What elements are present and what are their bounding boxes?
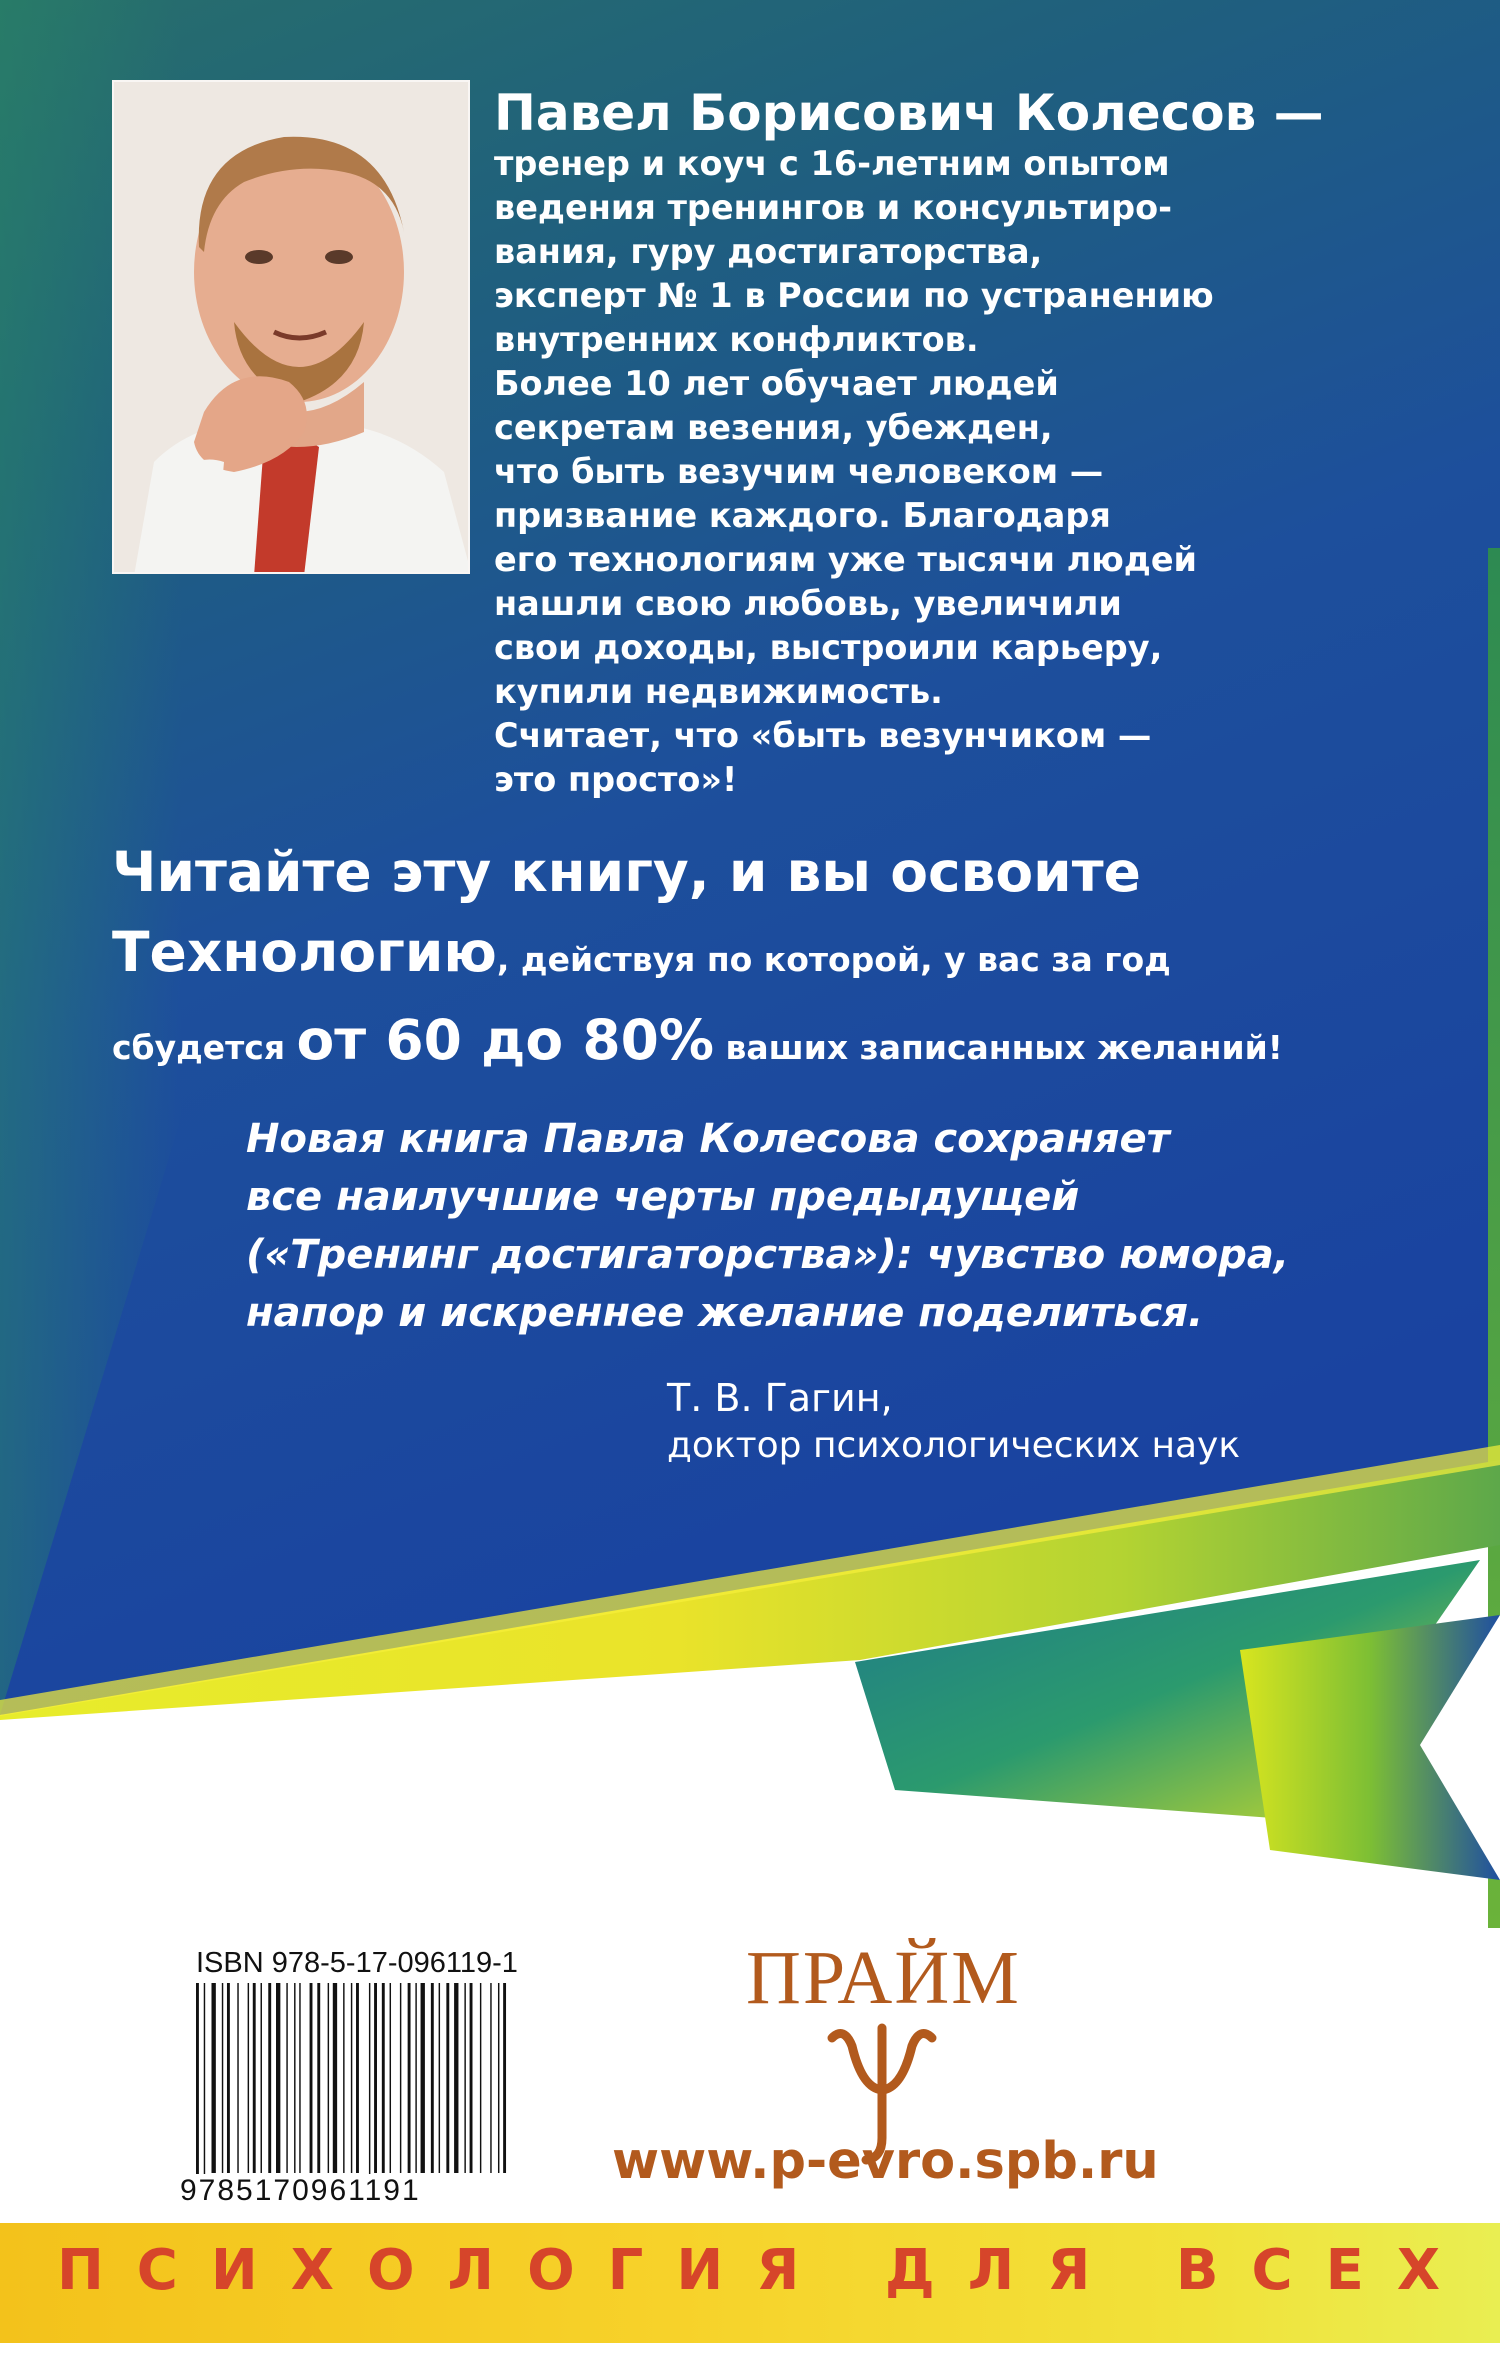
promo-text: ваших записанных желаний! (714, 1028, 1283, 1067)
bio-line: тренер и коуч с 16-летним опытом (494, 144, 1170, 183)
barcode-bar (328, 1983, 329, 2173)
promo-text: , действуя по которой, у вас за год (496, 940, 1171, 979)
bio-line: внутренних конфликтов. (494, 320, 979, 359)
barcode-bar (211, 1983, 215, 2173)
promo-text: сбудется (112, 1028, 297, 1067)
barcode-bar (253, 1983, 256, 2173)
author-bio (494, 84, 1484, 802)
isbn-label: ISBN 978-5-17-096119-1 (196, 1947, 518, 1979)
barcode-bar (351, 1983, 352, 2173)
bio-line: Считает, что «быть везунчиком — (494, 716, 1152, 755)
publisher-website[interactable]: www.p-evro.spb.ru (612, 2132, 1159, 2191)
barcode-bar (204, 1983, 205, 2193)
bio-line: призвание каждого. Благодаря (494, 496, 1111, 535)
barcode-bar (261, 1983, 262, 2173)
barcode-digits: 9785170961191 (180, 2174, 520, 2208)
barcode-bar (222, 1983, 223, 2173)
barcode-bar (464, 1983, 465, 2173)
barcode-bar (490, 1983, 491, 2173)
barcode-bar (415, 1983, 416, 2173)
barcode-bar (286, 1983, 287, 2173)
quote-line: («Тренинг достигаторства»): чувство юмора, (246, 1232, 1290, 1278)
promo-line-2 (112, 912, 1412, 1000)
barcode-bar (333, 1983, 337, 2173)
quote-line: напор и искреннее желание поделиться. (246, 1290, 1204, 1336)
barcode-bar (421, 1983, 425, 2173)
barcode-bar (374, 1983, 377, 2173)
barcode-bar (400, 1983, 401, 2173)
bio-line: секретам везения, убежден, (494, 408, 1053, 447)
series-title: ПСИХОЛОГИЯ ДЛЯ ВСЕХ (56, 2238, 1474, 2303)
barcode-bar (431, 1983, 434, 2173)
reviewer-name: Т. В. Гагин, (667, 1376, 893, 1420)
author-portrait-illustration (114, 82, 470, 574)
reviewer (667, 1374, 1240, 1470)
barcode (192, 1983, 510, 2199)
barcode-bar (382, 1983, 385, 2173)
bio-line: его технологиям уже тысячи людей (494, 540, 1198, 579)
barcode-bar (294, 1983, 295, 2173)
barcode-bar (408, 1983, 411, 2173)
barcode-bar (310, 1983, 313, 2173)
bio-line: ведения тренингов и консультиро- (494, 188, 1172, 227)
barcode-bar (390, 1983, 391, 2173)
bio-line: купили недвижимость. (494, 672, 943, 711)
barcode-bar (454, 1983, 458, 2173)
quote-line: Новая книга Павла Колесова сохраняет (246, 1116, 1170, 1162)
barcode-bar (470, 1983, 473, 2173)
barcode-bar (317, 1983, 320, 2173)
barcode-bar (276, 1983, 280, 2173)
bio-line: эксперт № 1 в России по устранению (494, 276, 1214, 315)
reviewer-title: доктор психологических наук (667, 1425, 1241, 1466)
barcode-bar (369, 1983, 370, 2193)
bio-line: Более 10 лет обучает людей (494, 364, 1059, 403)
promo-emphasis: Технологию (112, 920, 497, 984)
barcode-bar (343, 1983, 344, 2173)
barcode-bar (248, 1983, 249, 2173)
author-name: Павел Борисович Колесов — (494, 84, 1324, 142)
barcode-bar (503, 1983, 506, 2173)
promo-line-1: Читайте эту книгу, и вы освоите (112, 840, 1141, 904)
barcode-bar (299, 1983, 300, 2173)
publisher-name: ПРАЙМ (746, 1936, 1021, 2020)
promo-emphasis: от 60 до 80% (296, 1008, 715, 1072)
barcode-bar (446, 1983, 449, 2173)
bio-line: вания, гуру достигаторства, (494, 232, 1043, 271)
barcode-bar (439, 1983, 440, 2173)
author-photo (112, 80, 470, 574)
review-quote (246, 1110, 1346, 1342)
barcode-bar (356, 1983, 359, 2173)
barcode-bar (196, 1983, 199, 2193)
barcode-bar (498, 1983, 499, 2173)
bio-line: что быть везучим человеком — (494, 452, 1104, 491)
promo-line-3 (112, 1000, 1412, 1088)
bio-line: нашли свою любовь, увеличили (494, 584, 1122, 623)
barcode-bar (268, 1983, 271, 2173)
bio-line: свои доходы, выстроили карьеру, (494, 628, 1163, 667)
barcode-bar (237, 1983, 238, 2173)
bio-line: это просто»! (494, 760, 738, 799)
promo-block (112, 832, 1412, 1088)
barcode-bar (227, 1983, 230, 2173)
barcode-bar (480, 1983, 481, 2173)
bottom-margin (0, 2343, 1500, 2359)
quote-line: все наилучшие черты предыдущей (246, 1174, 1080, 1220)
